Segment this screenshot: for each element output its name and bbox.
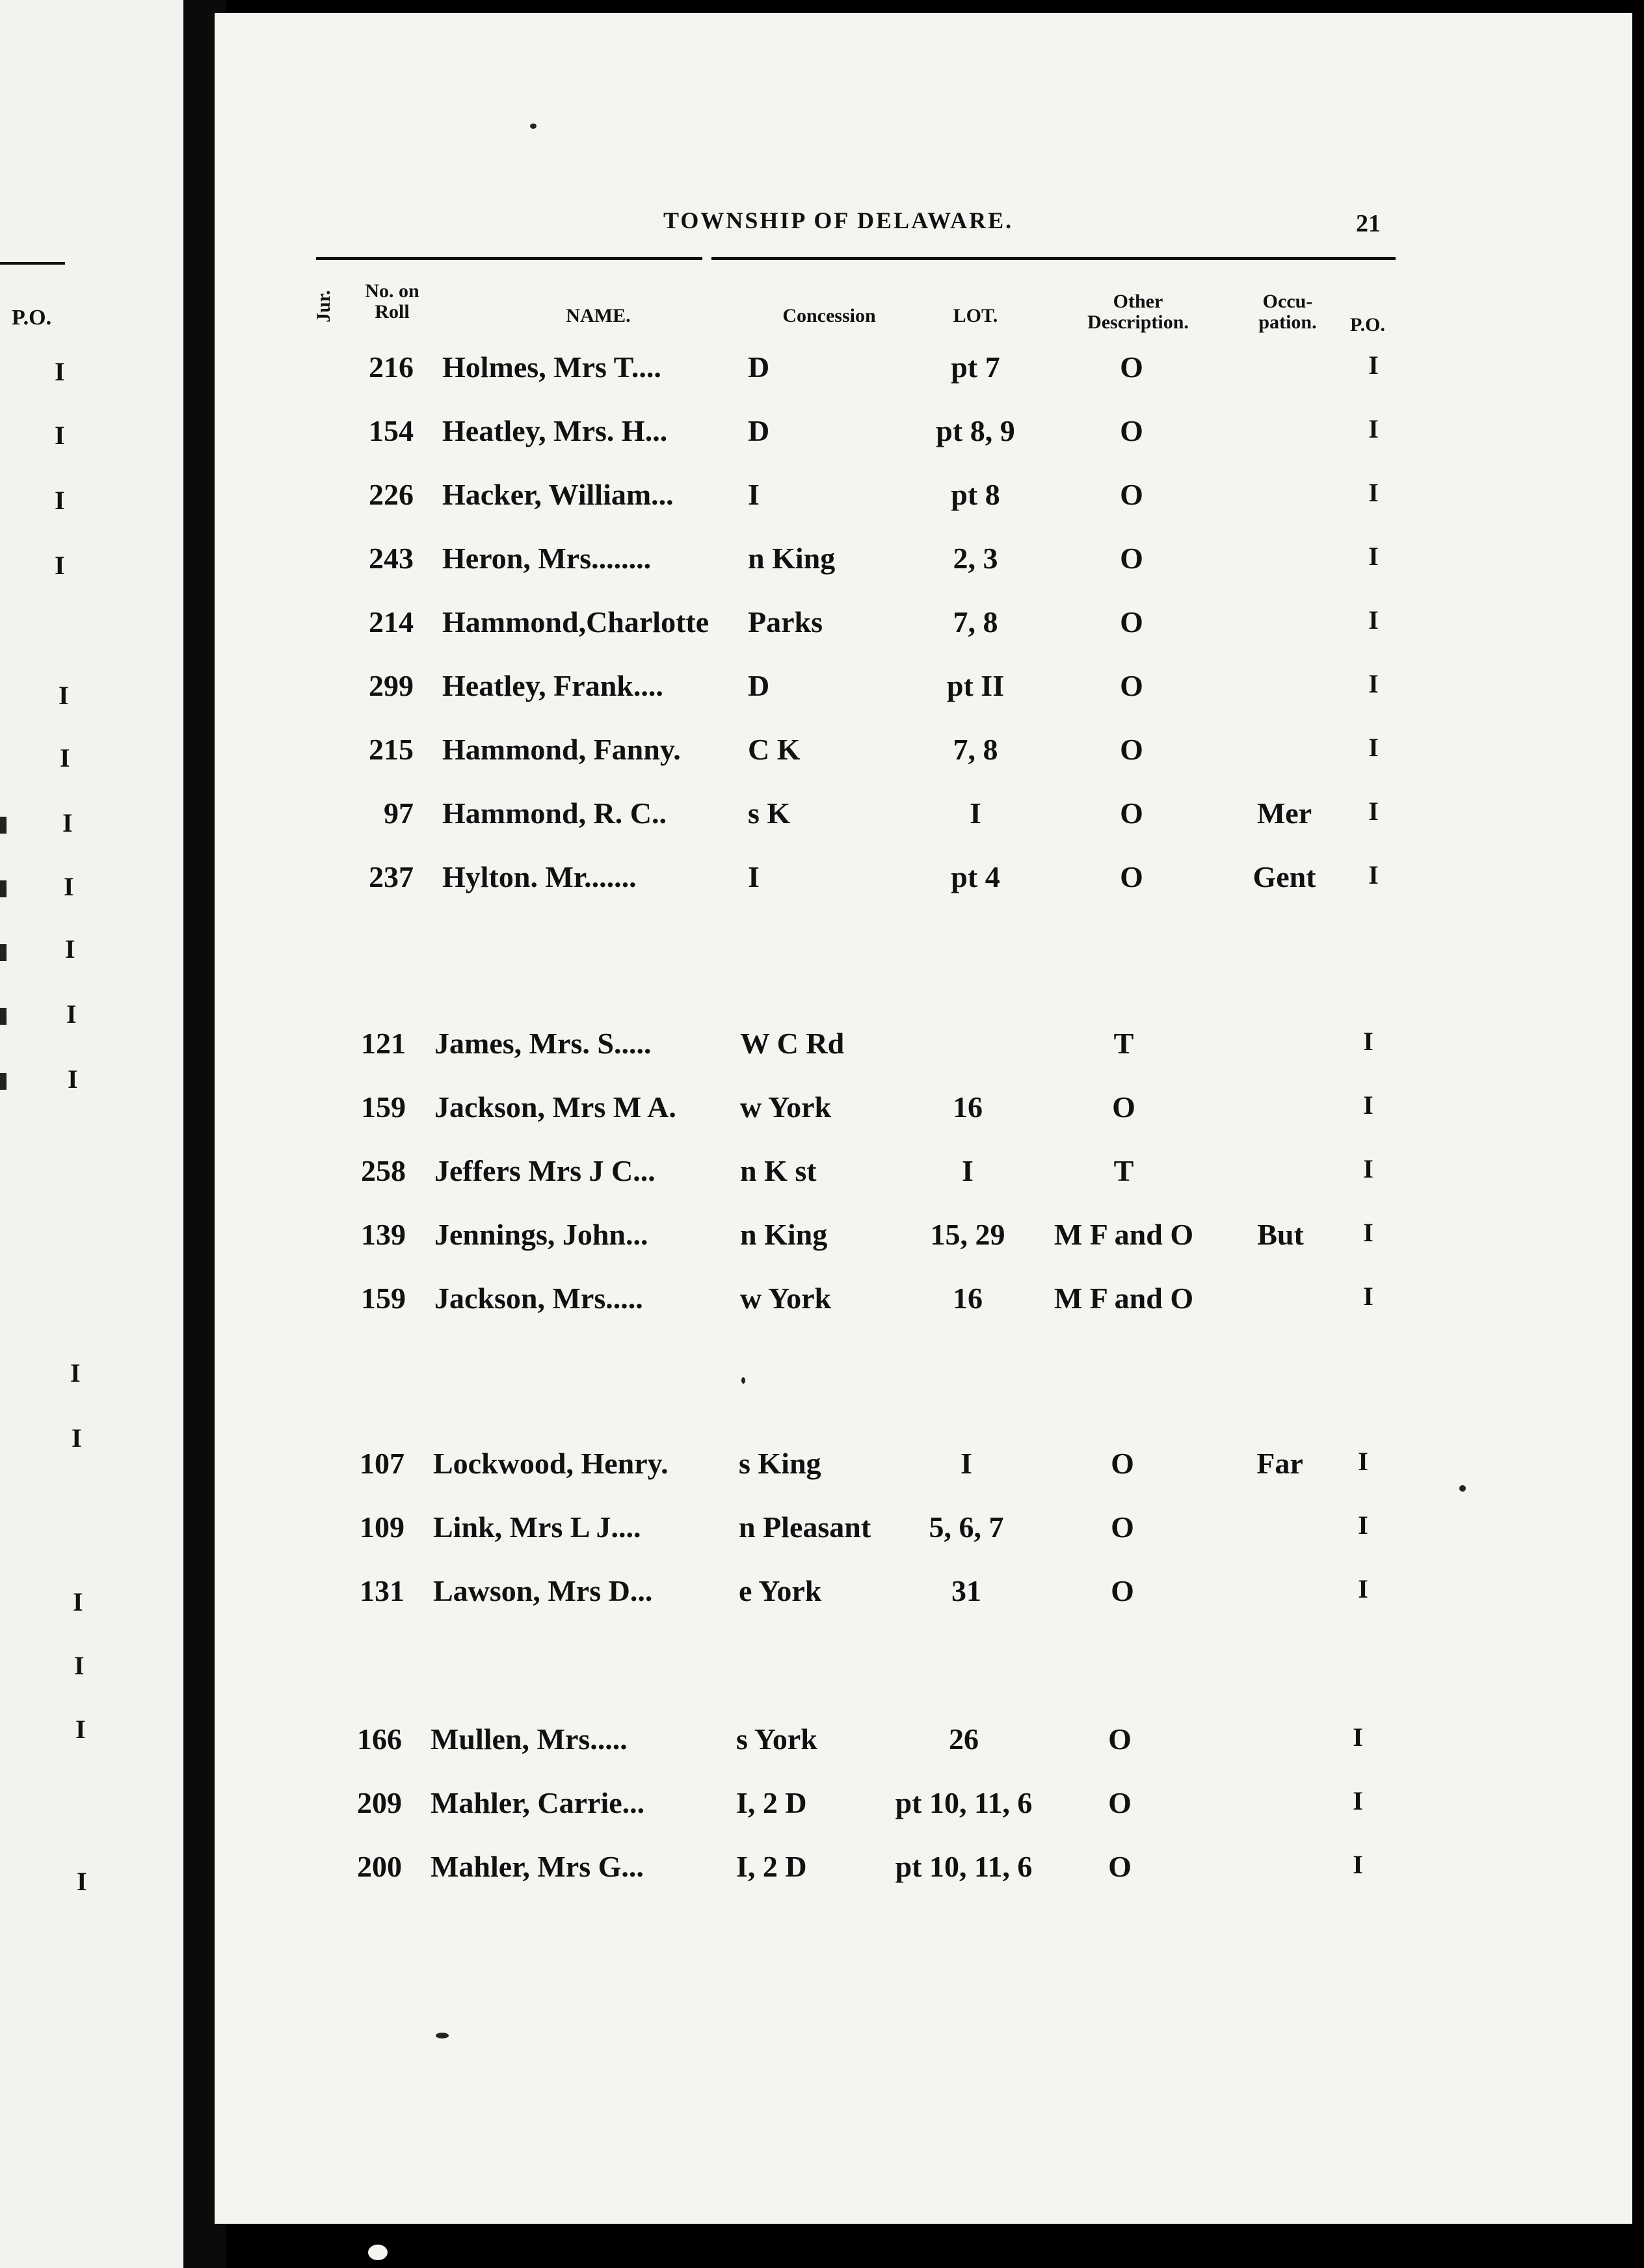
lot: 15, 29 <box>930 1218 1005 1251</box>
col-concession-header: Concession <box>782 305 876 326</box>
po: I <box>1363 1218 1373 1247</box>
other-description: O <box>1108 1850 1132 1883</box>
concession: C K <box>748 733 801 766</box>
left-po-mark: I <box>65 934 75 964</box>
table-row <box>0 1722 1644 1780</box>
occupation: Far <box>1256 1447 1303 1480</box>
left-po-mark: I <box>64 872 74 901</box>
concession: I <box>748 478 760 511</box>
left-po-mark: I <box>74 1651 85 1680</box>
person-name: Mahler, Carrie... <box>431 1786 645 1819</box>
col-occupation-header: Occu- pation. <box>1258 291 1317 333</box>
concession: Parks <box>748 605 823 639</box>
person-name: Hacker, William... <box>442 478 674 511</box>
table-row <box>0 1849 1644 1908</box>
other-description: O <box>1111 1447 1134 1480</box>
left-po-mark: I <box>66 999 77 1029</box>
concession: n Pleasant <box>739 1510 871 1544</box>
concession: n King <box>740 1218 828 1251</box>
concession: D <box>748 350 770 384</box>
other-description: O <box>1108 1786 1132 1819</box>
person-name: Heron, Mrs........ <box>442 542 652 575</box>
po: I <box>1368 733 1379 762</box>
scan-speck <box>1459 1485 1466 1492</box>
roll-number: 131 <box>360 1574 404 1607</box>
other-description: O <box>1120 733 1143 766</box>
col-po-header: P.O. <box>1350 314 1385 336</box>
occupation: Gent <box>1253 860 1316 893</box>
lot: 2, 3 <box>953 542 998 575</box>
other-description: O <box>1111 1574 1134 1607</box>
other-description: M F and O <box>1054 1282 1194 1315</box>
person-name: Heatley, Frank.... <box>442 669 663 702</box>
roll-number: 216 <box>369 350 414 384</box>
po: I <box>1358 1574 1368 1603</box>
col-jur-header: Jur. <box>313 290 334 323</box>
table-row <box>0 414 1644 472</box>
lot: pt II <box>946 669 1005 702</box>
lot: 7, 8 <box>953 605 998 639</box>
left-po-mark: I <box>70 1358 81 1388</box>
person-name: Jackson, Mrs..... <box>434 1282 643 1315</box>
roll-number: 166 <box>357 1722 402 1756</box>
po: I <box>1368 414 1379 443</box>
lot: I <box>970 797 981 830</box>
po: I <box>1353 1786 1363 1815</box>
left-po-mark: I <box>73 1587 83 1616</box>
lot: pt 10, 11, 6 <box>895 1850 1033 1883</box>
po: I <box>1358 1510 1368 1540</box>
person-name: Hylton. Mr....... <box>442 860 637 893</box>
table-row <box>0 541 1644 600</box>
po: I <box>1368 542 1379 571</box>
left-po-mark: I <box>62 808 73 837</box>
other-description: O <box>1112 1090 1135 1124</box>
left-po-mark: I <box>55 421 65 450</box>
po: I <box>1368 669 1379 698</box>
concession: n K st <box>740 1154 817 1187</box>
po: I <box>1368 478 1379 507</box>
roll-number: 97 <box>384 797 414 830</box>
concession: I, 2 D <box>736 1850 807 1883</box>
person-name: Jeffers Mrs J C... <box>434 1154 656 1187</box>
page-number: 21 <box>1356 210 1381 237</box>
roll-number: 139 <box>361 1218 406 1251</box>
table-row <box>0 1026 1644 1085</box>
po: I <box>1358 1447 1368 1476</box>
lot: I <box>961 1447 972 1480</box>
table-row <box>0 477 1644 536</box>
roll-number: 299 <box>369 669 414 702</box>
concession: s K <box>748 797 791 830</box>
person-name: Jennings, John... <box>434 1218 648 1251</box>
roll-number: 109 <box>360 1510 404 1544</box>
other-description: O <box>1108 1722 1132 1756</box>
roll-number: 121 <box>361 1027 406 1060</box>
person-name: Lockwood, Henry. <box>433 1447 669 1480</box>
col-lot-header: LOT. <box>953 305 998 326</box>
concession: w York <box>740 1282 832 1315</box>
concession: I, 2 D <box>736 1786 807 1819</box>
scan-speck <box>741 1377 745 1384</box>
roll-number: 154 <box>369 414 414 447</box>
header-rule <box>316 257 1396 260</box>
person-name: Hammond, R. C.. <box>442 797 667 830</box>
other-description: O <box>1120 860 1143 893</box>
concession: s King <box>739 1447 821 1480</box>
scan-blob <box>368 2245 388 2260</box>
table-row <box>0 668 1644 727</box>
other-description: O <box>1120 478 1143 511</box>
roll-number: 159 <box>361 1090 406 1124</box>
po: I <box>1368 860 1379 890</box>
table-row <box>0 732 1644 791</box>
person-name: James, Mrs. S..... <box>434 1027 652 1060</box>
left-po-header: P.O. <box>12 306 52 330</box>
concession: e York <box>739 1574 822 1607</box>
lot: pt 7 <box>951 350 1000 384</box>
po: I <box>1363 1027 1373 1056</box>
other-description: O <box>1120 797 1143 830</box>
table-row <box>0 1446 1644 1505</box>
occupation: Mer <box>1256 797 1312 830</box>
person-name: Hammond,Charlotte <box>442 605 709 639</box>
col-description-header: Other Description. <box>1087 291 1189 333</box>
left-po-mark: I <box>77 1867 87 1896</box>
lot: pt 10, 11, 6 <box>895 1786 1033 1819</box>
roll-number: 226 <box>369 478 414 511</box>
roll-number: 200 <box>357 1850 402 1883</box>
person-name: Holmes, Mrs T.... <box>442 350 661 384</box>
concession: w York <box>740 1090 832 1124</box>
other-description: O <box>1111 1510 1134 1544</box>
person-name: Mahler, Mrs G... <box>431 1850 644 1883</box>
table-row <box>0 1574 1644 1632</box>
left-po-mark: I <box>55 357 65 386</box>
left-po-mark: I <box>55 486 65 515</box>
left-po-mark: I <box>72 1423 82 1453</box>
concession: I <box>748 860 760 893</box>
table-row <box>0 1281 1644 1339</box>
po: I <box>1368 797 1379 826</box>
left-po-mark: I <box>55 551 65 580</box>
concession: s York <box>736 1722 817 1756</box>
roll-number: 258 <box>361 1154 406 1187</box>
roll-number: 209 <box>357 1786 402 1819</box>
other-description: O <box>1120 669 1143 702</box>
col-name-header: NAME. <box>566 305 631 326</box>
lot: pt 8 <box>951 478 1000 511</box>
other-description: T <box>1113 1027 1134 1060</box>
lot: 31 <box>951 1574 981 1607</box>
table-row <box>0 605 1644 663</box>
person-name: Mullen, Mrs..... <box>431 1722 628 1756</box>
concession: W C Rd <box>740 1027 845 1060</box>
lot: 16 <box>953 1090 983 1124</box>
roll-number: 159 <box>361 1282 406 1315</box>
table-row <box>0 1154 1644 1212</box>
other-description: M F and O <box>1054 1218 1194 1251</box>
other-description: O <box>1120 350 1143 384</box>
roll-number: 107 <box>360 1447 404 1480</box>
roll-number: 243 <box>369 542 414 575</box>
left-po-mark: I <box>60 743 70 772</box>
table-row <box>0 796 1644 854</box>
left-edge-mark <box>0 944 7 961</box>
lot: 26 <box>949 1722 979 1756</box>
person-name: Heatley, Mrs. H... <box>442 414 668 447</box>
concession: D <box>748 414 770 447</box>
lot: 5, 6, 7 <box>929 1510 1004 1544</box>
lot: pt 4 <box>951 860 1000 893</box>
left-page-rule <box>0 262 65 265</box>
other-description: O <box>1120 542 1143 575</box>
table-row <box>0 1510 1644 1568</box>
occupation: But <box>1257 1218 1304 1251</box>
page-title: TOWNSHIP OF DELAWARE. <box>663 207 1014 233</box>
left-po-mark: I <box>75 1715 86 1744</box>
concession: n King <box>748 542 836 575</box>
po: I <box>1353 1722 1363 1752</box>
roll-number: 237 <box>369 860 414 893</box>
person-name: Link, Mrs L J.... <box>433 1510 641 1544</box>
other-description: O <box>1120 605 1143 639</box>
lot: 16 <box>953 1282 983 1315</box>
person-name: Jackson, Mrs M A. <box>434 1090 676 1124</box>
po: I <box>1363 1282 1373 1311</box>
po: I <box>1353 1850 1363 1879</box>
table-row <box>0 1786 1644 1844</box>
table-row <box>0 860 1644 918</box>
other-description: T <box>1113 1154 1134 1187</box>
left-po-mark: I <box>68 1064 78 1094</box>
roll-number: 215 <box>369 733 414 766</box>
other-description: O <box>1120 414 1143 447</box>
table-row <box>0 350 1644 408</box>
po: I <box>1368 605 1379 635</box>
lot: I <box>962 1154 974 1187</box>
concession: D <box>748 669 770 702</box>
col-roll-header: No. on Roll <box>365 280 419 323</box>
left-po-mark: I <box>59 681 69 710</box>
scan-speck <box>530 124 537 129</box>
scan-speck <box>436 2033 449 2038</box>
roll-number: 214 <box>369 605 414 639</box>
table-row <box>0 1217 1644 1276</box>
po: I <box>1368 350 1379 380</box>
lot: 7, 8 <box>953 733 998 766</box>
left-edge-mark <box>0 1008 7 1025</box>
person-name: Lawson, Mrs D... <box>433 1574 653 1607</box>
person-name: Hammond, Fanny. <box>442 733 681 766</box>
table-row <box>0 1090 1644 1148</box>
lot: pt 8, 9 <box>936 414 1015 447</box>
po: I <box>1363 1090 1373 1120</box>
po: I <box>1363 1154 1373 1183</box>
